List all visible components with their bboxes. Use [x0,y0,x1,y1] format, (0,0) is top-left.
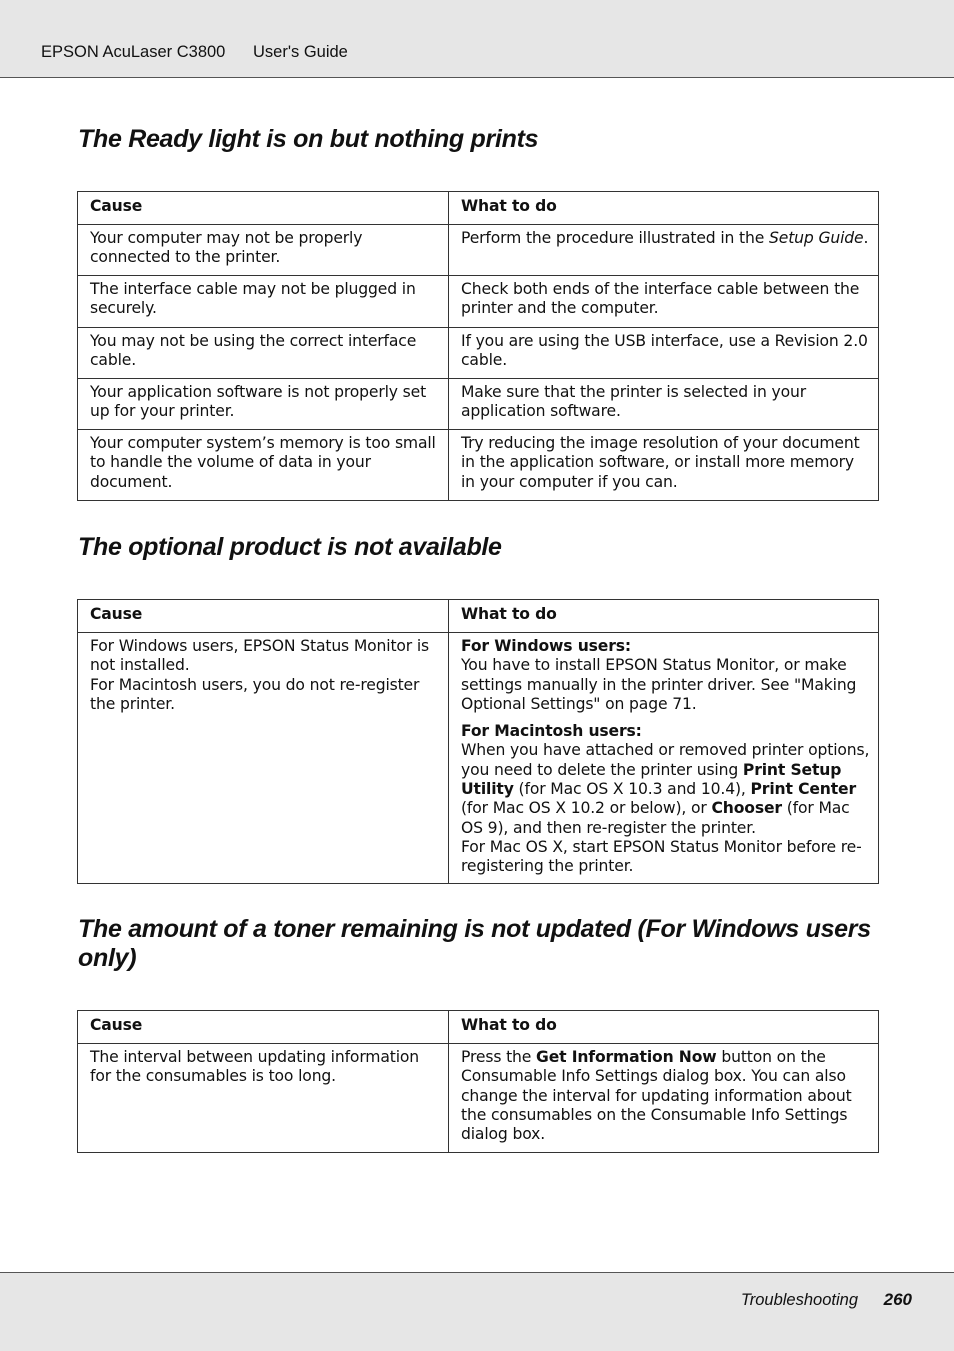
table-header-row [78,600,879,633]
table-row [78,328,879,379]
ready-light-table [77,191,879,501]
page-footer [0,1272,954,1351]
action-cell: Try reducing the image resolution of your document in the application software, or install more memory in your computer if you can. [449,430,879,501]
table-row [78,276,879,328]
column-header-cause: Cause [78,1011,449,1044]
table-row [78,1044,879,1153]
cause-cell [78,633,449,884]
mac-text-part: (for Mac OS X 10.2 or below), or [461,799,712,818]
paragraph-spacer [461,714,870,722]
action-cell: If you are using the USB interface, use a Revision 2.0 cable. [449,328,879,379]
column-header-what-to-do: What to do [449,192,879,225]
column-header-cause: Cause [78,192,449,225]
action-cell: Make sure that the printer is selected in your application software. [449,379,879,430]
action-cell [449,1044,879,1153]
cause-cell: The interface cable may not be plugged in securely. [78,276,449,328]
print-setup-utility-label: Print Setup Utility [461,760,842,799]
action-text-end: . [863,229,869,247]
action-text-end: button on the Consumable Info Settings dialog box. You can also change the interval for updating information about the consumables on the Consumable Info Settings dialog box. [461,1048,852,1144]
optional-product-table [77,599,879,884]
section-title-optional-product: The optional product is not available [78,533,502,561]
header-guide-title: User's Guide [253,43,348,61]
windows-users-text: You have to install EPSON Status Monitor, or make settings manually in the printer driver. See "Making Optional Settings" on page 71. [461,656,857,713]
footer-page-number: 260 [883,1290,912,1309]
mac-text-part: (for Mac OS 9), and then re-register the printer. [461,799,850,837]
page-header [0,0,954,78]
windows-users-heading: For Windows users: [461,637,631,655]
header-product-name: EPSON AcuLaser C3800 [41,43,226,61]
column-header-what-to-do: What to do [449,600,879,633]
toner-remaining-table [77,1010,879,1153]
cause-cell: You may not be using the correct interface cable. [78,328,449,379]
cause-cell: Your computer system’s memory is too small to handle the volume of data in your document. [78,430,449,501]
table-header-row [78,1011,879,1044]
table-row [78,225,879,276]
macintosh-users-text [461,741,870,837]
action-text: Perform the procedure illustrated in the [461,229,770,247]
table-row [78,633,879,884]
cause-cell: Your application software is not properly set up for your printer. [78,379,449,430]
column-header-what-to-do: What to do [449,1011,879,1044]
setup-guide-reference: Setup Guide [769,229,864,247]
footer-section-name: Troubleshooting [740,1291,858,1309]
table-header-row [78,192,879,225]
cause-cell: The interval between updating information for the consumables is too long. [78,1044,449,1153]
table-row [78,379,879,430]
print-center-label: Print Center [750,780,857,799]
section-title-toner-remaining: The amount of a toner remaining is not updated (For Windows users only) [78,915,871,972]
mac-text-part: (for Mac OS X 10.3 and 10.4), [513,780,751,799]
column-header-cause: Cause [78,600,449,633]
cause-cell: Your computer may not be properly connected to the printer. [78,225,449,276]
cause-macintosh: For Macintosh users, you do not re-register the printer. [90,675,420,713]
section-title-ready-light: The Ready light is on but nothing prints [78,125,539,153]
action-cell: Check both ends of the interface cable between the printer and the computer. [449,276,879,328]
macintosh-users-heading: For Macintosh users: [461,722,642,741]
mac-os-x-note: For Mac OS X, start EPSON Status Monitor before re-registering the printer. [461,837,862,876]
chooser-label: Chooser [711,799,782,818]
action-text: Press the [461,1048,537,1066]
action-cell [449,225,879,276]
mac-text-part: When you have attached or removed printer options, you need to delete the printer using [461,741,870,779]
get-information-now-label: Get Information Now [536,1048,717,1066]
cause-windows: For Windows users, EPSON Status Monitor is not installed. [90,637,430,675]
table-row [78,430,879,501]
action-cell [449,633,879,884]
